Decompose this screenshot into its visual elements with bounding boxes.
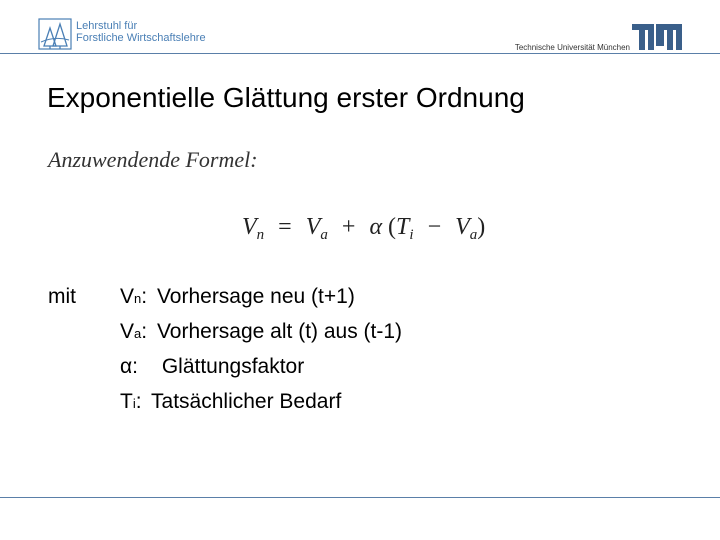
formula-heading: Anzuwendende Formel: [48, 147, 258, 172]
formula-term1-var: V [305, 214, 321, 240]
definition-symbol: V [120, 320, 135, 343]
forest-tree-logo-icon [38, 18, 72, 50]
header-rule [0, 53, 720, 54]
formula-lhs-var: V [242, 214, 257, 240]
definition-text: Tatsächlicher Bedarf [151, 390, 342, 413]
slide-header [0, 0, 720, 56]
chair-line-1: Lehrstuhl für [76, 20, 138, 32]
tum-logo-icon [632, 24, 682, 50]
formula-term1-sub: a [320, 227, 328, 243]
definition-item [120, 318, 402, 353]
definition-symbol: V [120, 285, 135, 308]
definition-symbol: T [120, 390, 133, 413]
formula-close-paren: ) [477, 214, 486, 240]
definition-item [120, 353, 402, 388]
chair-line-2: Forstliche Wirtschaftslehre [76, 32, 206, 44]
definition-separator: : [135, 390, 142, 413]
footer-rule [0, 497, 720, 498]
formula-equals: = [278, 214, 292, 240]
definition-symbol-sub: n [134, 291, 142, 306]
definition-item [120, 388, 402, 423]
formula-term2-var: T [396, 214, 410, 240]
definition-item [120, 283, 402, 318]
chair-name [76, 20, 206, 44]
definition-separator: : [132, 355, 138, 378]
formula-term3-sub: a [469, 227, 478, 243]
definition-symbol-sub: i [132, 396, 136, 411]
definition-text: Vorhersage neu (t+1) [156, 285, 355, 308]
formula-lhs-sub: n [256, 227, 265, 243]
formula-plus: + [341, 214, 356, 240]
definition-text: Glättungsfaktor [161, 355, 305, 378]
formula-term2-sub: i [409, 227, 414, 243]
formula-minus: − [427, 214, 442, 240]
definition-text: Vorhersage alt (t) aus (t-1) [156, 320, 403, 343]
page-title: Exponentielle Glättung erster Ordnung [47, 82, 525, 113]
definition-symbol-sub: a [134, 326, 142, 341]
smoothing-formula [242, 210, 485, 244]
definition-list [120, 283, 402, 423]
mit-label: mit [48, 285, 76, 308]
formula-open-paren: ( [388, 214, 397, 240]
formula-alpha: α [369, 214, 383, 240]
definition-symbol: α [120, 355, 133, 378]
university-name: Technische Universität München [514, 43, 630, 52]
formula-term3-var: V [455, 214, 470, 240]
definition-separator: : [141, 285, 148, 308]
definition-separator: : [141, 320, 148, 343]
